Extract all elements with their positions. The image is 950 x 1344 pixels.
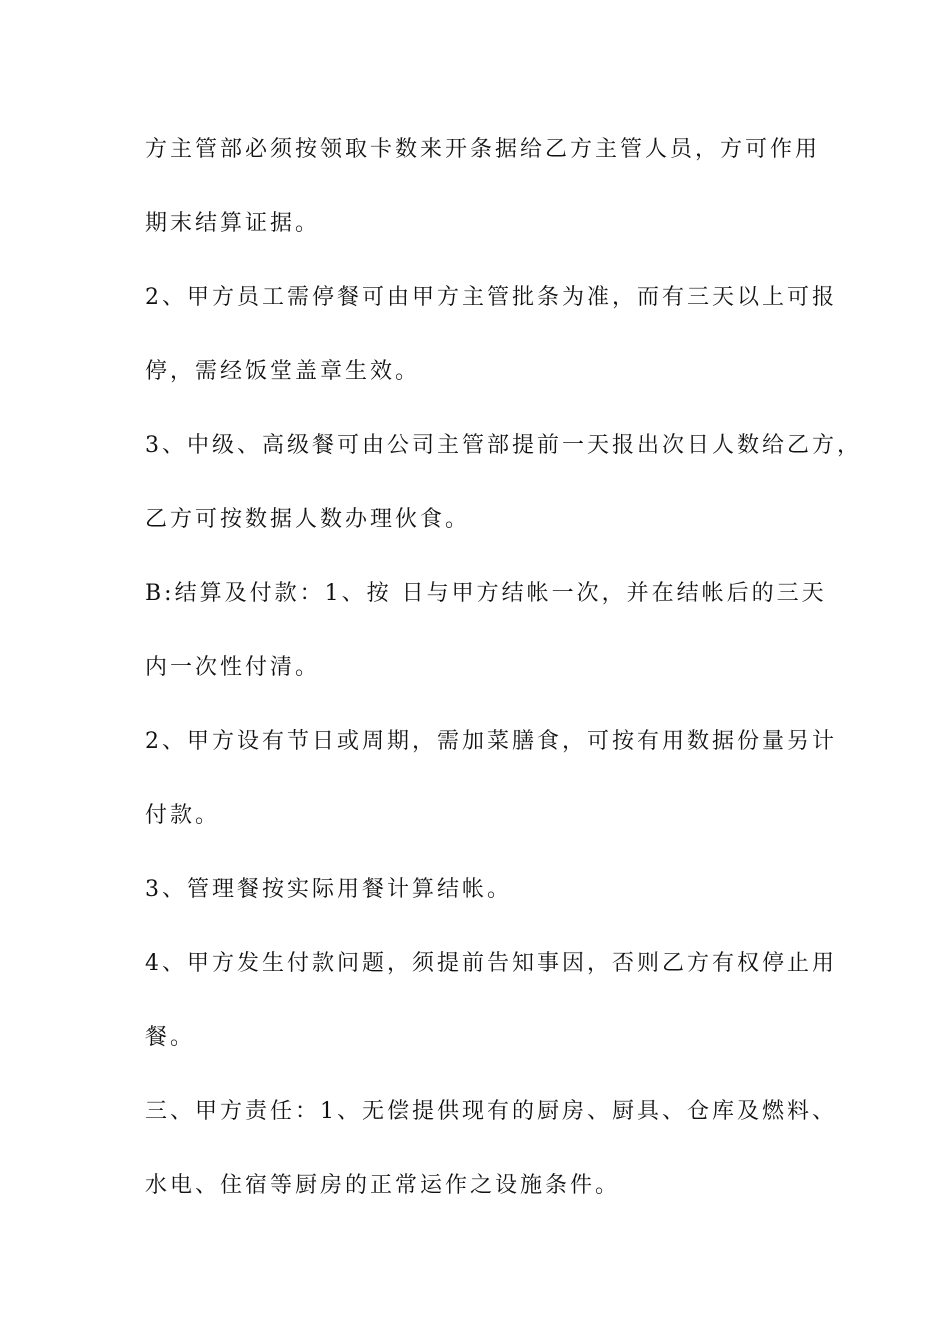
text-line: 4、甲方发生付款问题，须提前告知事因，否则乙方有权停止用: [145, 951, 837, 976]
text-line: 内一次性付清。: [145, 655, 321, 680]
text-line: 方主管部必须按领取卡数来开条据给乙方主管人员，方可作用: [145, 137, 821, 162]
text-line: 2、甲方设有节日或周期，需加菜膳食，可按有用数据份量另计: [145, 729, 837, 754]
text-line: 付款。: [145, 803, 221, 828]
text-line: 乙方可按数据人数办理伙食。: [145, 507, 471, 532]
text-line: 三、甲方责任：1、无偿提供现有的厨房、厨具、仓库及燃料、: [145, 1099, 837, 1124]
text-line: 停，需经饭堂盖章生效。: [145, 359, 421, 384]
text-line: 3、管理餐按实际用餐计算结帐。: [145, 877, 512, 902]
text-line: 水电、住宿等厨房的正常运作之设施条件。: [145, 1173, 621, 1198]
text-line: 2、甲方员工需停餐可由甲方主管批条为准，而有三天以上可报: [145, 285, 837, 310]
text-line: 餐。: [145, 1025, 196, 1050]
text-line: 期末结算证据。: [145, 211, 321, 236]
text-line: B:结算及付款：1、按 日与甲方结帐一次，并在结帐后的三天: [145, 581, 827, 606]
text-line: 3、中级、高级餐可由公司主管部提前一天报出次日人数给乙方，: [145, 433, 862, 458]
document-body: [145, 131, 862, 1241]
